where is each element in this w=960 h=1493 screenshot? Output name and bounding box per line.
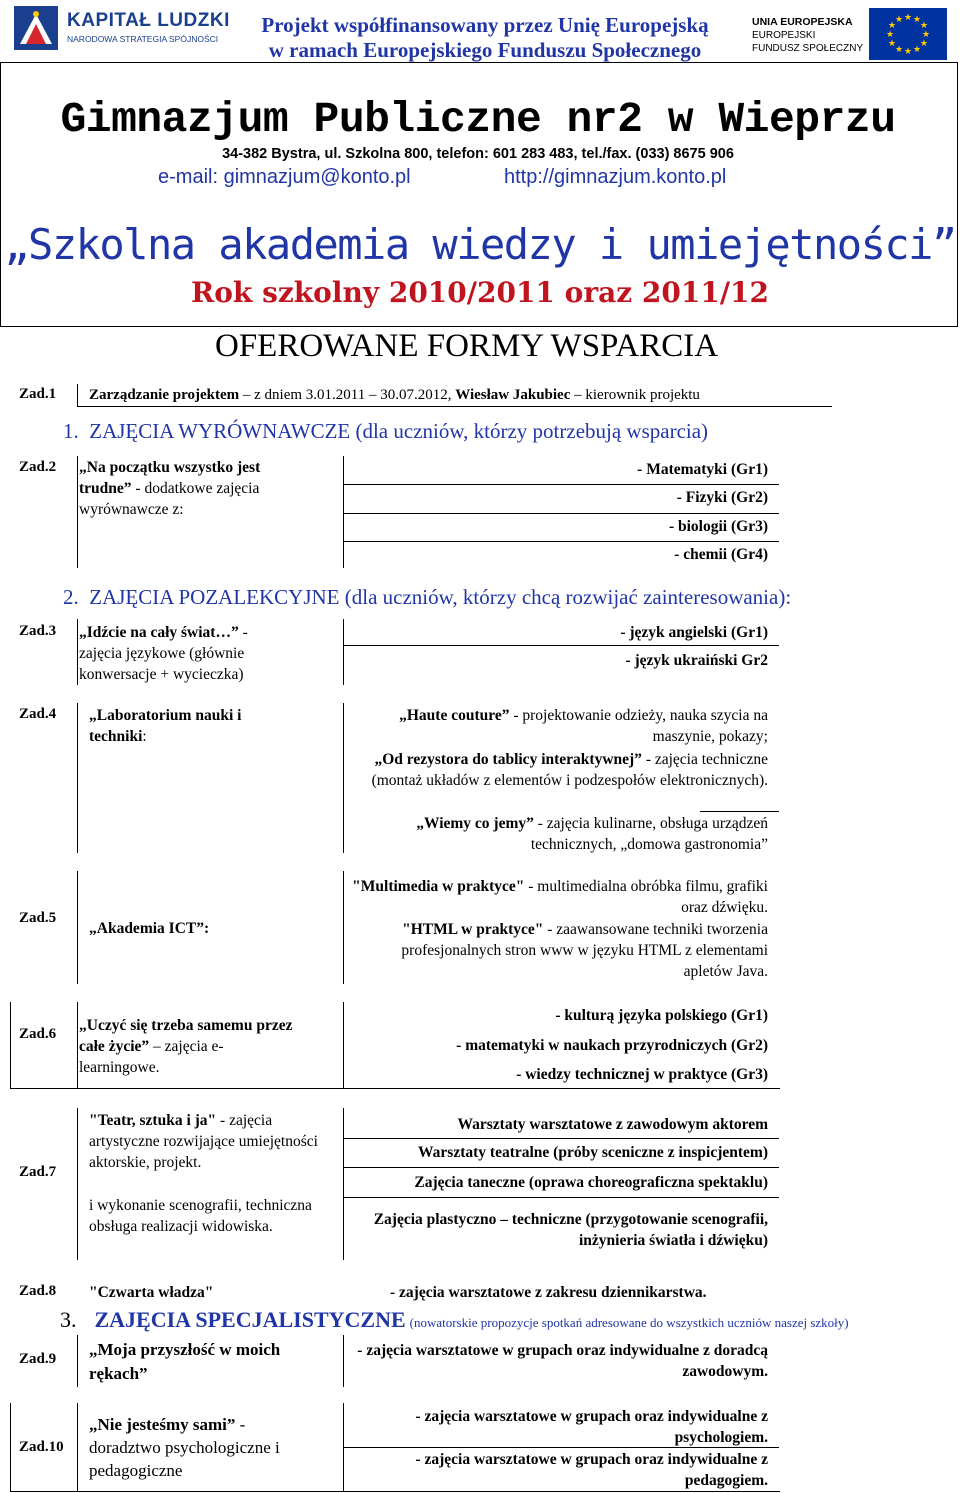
zad6-desc: – zajęcia e-learningowe. [79,1038,224,1076]
zad1-text [89,385,700,406]
zad7-item: Warsztaty warsztatowe z zawodowym aktorem [457,1116,768,1133]
project-title: „Szkolna akademia wiedzy i umiejętności” [4,220,956,269]
section3-title: ZAJĘCIA SPECJALISTYCZNE [94,1307,406,1332]
zad4-item-3 [350,813,768,855]
zad9-desc: - zajęcia warsztatowe w grupach oraz indywidualne z doradcą zawodowym. [357,1342,768,1380]
svg-text:★: ★ [894,45,904,55]
svg-text:★: ★ [919,39,929,49]
zad1-bold: Zarządzanie projektem [89,387,240,403]
zad6-item: - wiedzy technicznej w praktyce (Gr3) [516,1066,768,1083]
zad3-item: - język angielski (Gr1) [620,624,768,641]
zad5-item2-title: "HTML w praktyce" [402,921,544,938]
zad2-desc: - dodatkowe zajęcia wyrównawcze z: [79,480,260,518]
svg-text:★: ★ [919,21,929,31]
section2-title: 2. ZAJĘCIA POZALEKCYJNE (dla uczniów, którzy chcą rozwijać zainteresowania): [63,585,792,609]
zad8-desc: - zajęcia warsztatowe z zakresu dziennikarstwa. [390,1284,707,1301]
svg-text:★: ★ [921,30,931,40]
zad4-item-2 [350,749,768,791]
zad4-item3-title: „Wiemy co jemy” [416,815,534,832]
zad5-item2-desc: - zaawansowane techniki tworzenia profesjonalnych stron www w języku HTML z elementami apletów Java. [401,921,768,980]
zad4-item1-desc: - projektowanie odzieży, nauka szycia na maszynie, pokazy; [509,707,768,745]
eu-logo-line3: FUNDUSZ SPOŁECZNY [752,43,864,54]
zad8-label: Zad.8 [19,1283,57,1299]
zad6-label: Zad.6 [19,1026,57,1042]
zad10-item-2: - zajęcia warsztatowe w grupach oraz indywidualne z pedagogiem. [415,1451,768,1489]
zad3-item: - język ukraiński Gr2 [625,652,768,669]
zad9-title: „Moja przyszłość w moich rękach” [89,1340,281,1383]
school-address: 34-382 Bystra, ul. Szkolna 800, telefon: 601 283 483, tel./fax. (033) 8675 906 [222,146,734,162]
school-year: Rok szkolny 2010/2011 oraz 2011/12 [190,276,770,309]
zad6-title: „Uczyć się trzeba samemu przez całe życie” [79,1017,293,1055]
eu-logo-line1: UNIA EUROPEJSKA [752,16,853,28]
zad7-item: Warsztaty teatralne (próby sceniczne z inspicjentem) [418,1144,768,1161]
zad1-label: Zad.1 [19,386,57,402]
zad1-rest: – z dniem 3.01.2011 – 30.07.2012, [239,387,456,403]
zad7-label: Zad.7 [19,1164,57,1180]
zad7-item: Zajęcia plastyczno – techniczne (przygotowanie scenografii, inżynieria światła i dźwięku) [373,1211,768,1249]
zad2-description [79,457,314,520]
zad8-title: "Czwarta władza" [89,1284,214,1301]
zad6-item: - kulturą języka polskiego (Gr1) [555,1007,768,1024]
project-funding-line2: w ramach Europejskiego Funduszu Społecznego [268,38,702,62]
zad10-title: „Nie jesteśmy sami” [89,1415,236,1434]
kapital-ludzki-title: KAPITAŁ LUDZKI [67,10,230,31]
svg-text:★: ★ [885,30,895,40]
zad3-title: „Idźcie na cały świat…” [79,624,239,641]
offer-title: OFEROWANE FORMY WSPARCIA [215,328,719,364]
eu-logo [752,8,952,60]
zad4-item3-desc: - zajęcia kulinarne, obsługa urządzeń technicznych, „domowa gastronomia” [530,815,768,853]
zad2-item: - Matematyki (Gr1) [637,461,768,478]
zad7-item: Zajęcia taneczne (oprawa choreograficzna spektaklu) [414,1174,768,1191]
zad4-title: „Laboratorium nauki i techniki [89,707,242,745]
zad2-label: Zad.2 [19,459,57,475]
eu-logo-line2: EUROPEJSKI [752,30,816,41]
section3-note: (nowatorskie propozycje spotkań adresowane do wszystkich uczniów naszej szkoły) [409,1315,849,1330]
zad10-label: Zad.10 [19,1439,64,1455]
zad3-description [79,622,289,685]
svg-text:★: ★ [903,47,913,57]
zad5-title: „Akademia ICT”: [89,920,210,937]
zad9-label: Zad.9 [19,1351,57,1367]
zad2-item: - biologii (Gr3) [668,518,768,535]
school-name: Gimnazjum Publiczne nr2 w Wieprzu [60,95,896,144]
zad6-item: - matematyki w naukach przyrodniczych (Gr2) [456,1037,768,1054]
svg-text:★: ★ [912,15,922,25]
zad7-title: "Teatr, sztuka i ja" [89,1112,217,1129]
zad4-item2-desc: - zajęcia techniczne (montaż układów z elementów i podzespołów elektronicznych). [371,751,768,789]
zad2-title: „Na początku wszystko jest trudne” [79,459,261,497]
zad5-item-2 [350,919,768,982]
zad3-desc: - zajęcia językowe (głównie konwersacje + wycieczka) [79,624,248,683]
kapital-ludzki-emblem-icon [12,4,60,52]
eu-flag-icon [869,8,947,60]
zad1-person: Wiesław Jakubiec [455,387,571,403]
zad4-colon: : [142,728,147,745]
svg-text:★: ★ [903,13,913,23]
zad4-label: Zad.4 [19,706,57,722]
svg-text:★: ★ [887,39,897,49]
zad4-item-1 [350,705,768,747]
section3-heading [60,1307,849,1333]
svg-text:★: ★ [887,21,897,31]
zad2-item: - chemii (Gr4) [674,546,768,563]
zad4-item2-title: „Od rezystora do tablicy interaktywnej” [374,751,642,768]
zad1-role: – kierownik projektu [570,387,700,403]
zad5-item1-title: "Multimedia w praktyce" [352,878,525,895]
school-email: e-mail: gimnazjum@konto.pl [158,166,411,188]
zad5-item1-desc: - multimedialna obróbka filmu, grafiki oraz dźwięku. [524,878,768,916]
zad5-item-1 [350,876,768,918]
section1-title: 1. ZAJĘCIA WYRÓWNAWCZE (dla uczniów, którzy potrzebują wsparcia) [63,419,709,443]
zad7-desc: - zajęcia artystyczne rozwijające umiejętności aktorskie, projekt. [89,1112,318,1171]
svg-text:★: ★ [912,45,922,55]
school-website: http://gimnazjum.konto.pl [504,166,727,188]
zad4-description [89,705,259,747]
zad7-description [89,1110,319,1173]
zad5-label: Zad.5 [19,910,57,926]
zad4-item1-title: „Haute couture” [399,707,510,724]
zad10-description [89,1413,314,1482]
zad7-desc2: i wykonanie scenografii, techniczna obsługa realizacji widowiska. [89,1197,312,1235]
zad3-label: Zad.3 [19,623,57,639]
zad10-item-1: - zajęcia warsztatowe w grupach oraz indywidualne z psychologiem. [415,1408,768,1446]
kapital-ludzki-subtitle: NARODOWA STRATEGIA SPÓJNOŚCI [67,34,219,44]
zad10-desc: - doradztwo psychologiczne i pedagogiczne [89,1415,280,1480]
project-funding-line1: Projekt współfinansowany przez Unię Europejską [261,13,709,37]
zad2-item: - Fizyki (Gr2) [676,489,768,506]
section3-number: 3. [60,1307,77,1332]
svg-text:★: ★ [894,15,904,25]
kapital-ludzki-logo [12,4,230,54]
